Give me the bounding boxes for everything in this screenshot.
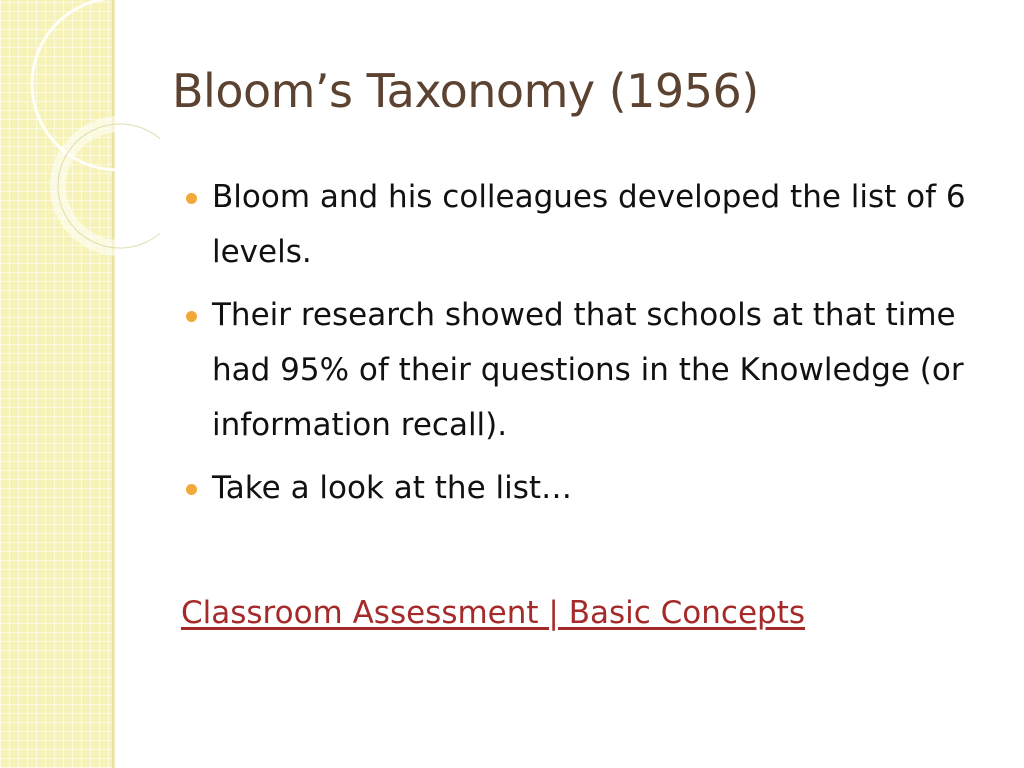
bullet-text: Their research showed that schools at that time had 95% of their questions in the Knowledge (or information recall).: [212, 297, 964, 443]
bullet-dot-icon: [186, 311, 197, 322]
bullet-item: [186, 170, 976, 280]
slide-title: Bloom’s Taxonomy (1956): [172, 64, 759, 118]
bullet-item: [186, 288, 976, 453]
bullet-list: [186, 170, 976, 524]
bullet-item: [186, 461, 976, 516]
classroom-assessment-link[interactable]: Classroom Assessment | Basic Concepts: [181, 595, 805, 631]
bullet-dot-icon: [186, 484, 197, 495]
decorative-circle-large: [32, 0, 160, 170]
bullet-text: Take a look at the list…: [212, 470, 573, 506]
bullet-dot-icon: [186, 193, 197, 204]
decorative-circle-ring: [58, 124, 160, 248]
bullet-text: Bloom and his colleagues developed the list of 6 levels.: [212, 179, 966, 270]
decorative-circles: [0, 0, 160, 260]
